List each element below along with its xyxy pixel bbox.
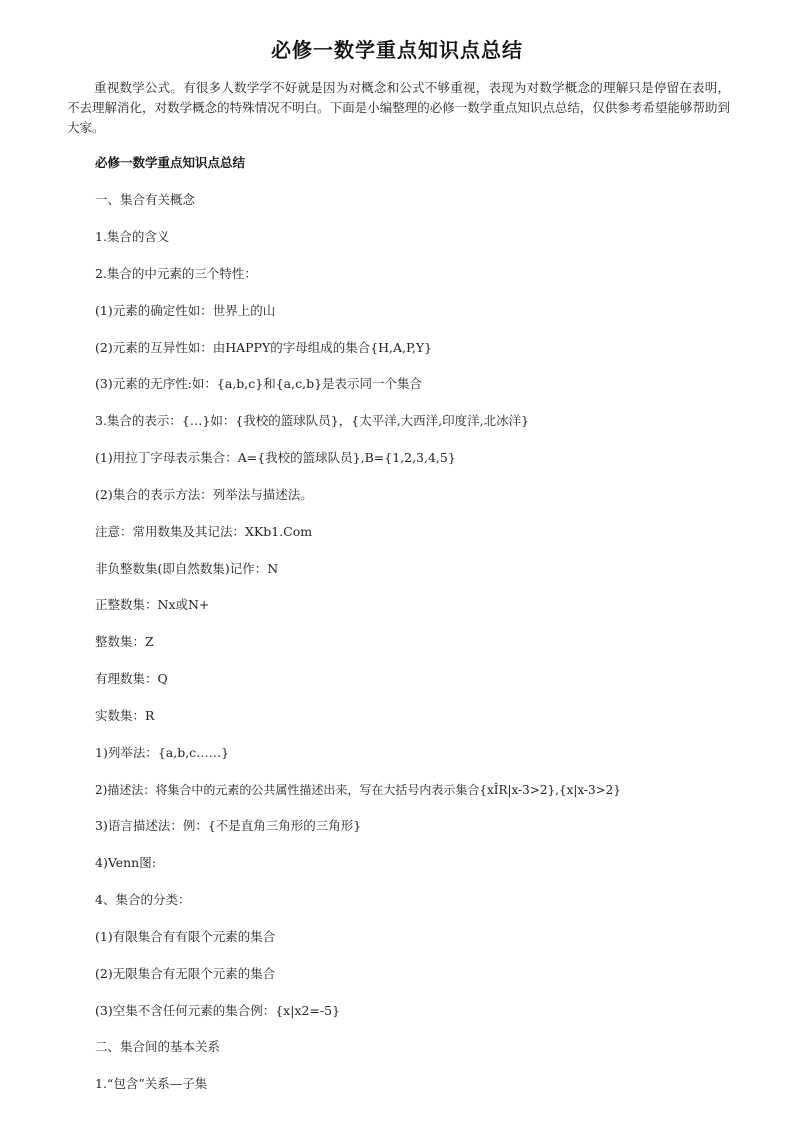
text-line: 1.“包含”关系—子集 xyxy=(95,1076,208,1091)
text-line: 正整数集：Nx或N+ xyxy=(95,597,210,612)
text-line: 2)描述法：将集合中的元素的公共属性描述出来，写在大括号内表示集合{xÎR|x-3>2},{x|x-3>2} xyxy=(95,783,621,797)
text-line: 3.集合的表示：{…}如：{我校的篮球队员}，{太平洋,大西洋,印度洋,北冰洋} xyxy=(95,413,530,428)
text-line: 2.集合的中元素的三个特性： xyxy=(95,266,257,281)
section-heading: 必修一数学重点知识点总结 xyxy=(95,155,246,170)
text-line: 有理数集：Q xyxy=(95,671,168,686)
text-line: (1)有限集合有有限个元素的集合 xyxy=(95,929,276,944)
text-line: (2)元素的互异性如：由HAPPY的字母组成的集合{H,A,P,Y} xyxy=(95,340,433,355)
text-line: (2)无限集合有无限个元素的集合 xyxy=(95,966,276,981)
text-line: 1.集合的含义 xyxy=(95,229,170,244)
text-line: 1)列举法：{a,b,c……} xyxy=(95,745,230,760)
text-line: 3)语言描述法：例：{不是直角三角形的三角形} xyxy=(95,818,362,833)
text-line: 4)Venn图: xyxy=(95,855,156,870)
text-line: 4、集合的分类： xyxy=(95,892,191,907)
text-line: 整数集：Z xyxy=(95,634,154,649)
heading-sets-concepts: 一、集合有关概念 xyxy=(95,192,196,207)
text-line: 实数集：R xyxy=(95,708,155,723)
intro-paragraph: 重视数学公式。有很多人数学学不好就是因为对概念和公式不够重视，表现为对数学概念的理解只是停留在表明，不去理解消化，对数学概念的特殊情况不明白。下面是小编整理的必修一数学重点知识点总结，仅供参考希望能够帮助到大家。 xyxy=(67,80,730,135)
text-line: (1)元素的确定性如：世界上的山 xyxy=(95,303,276,318)
text-line: (3)元素的无序性:如：{a,b,c}和{a,c,b}是表示同一个集合 xyxy=(95,376,423,391)
text-line: 注意：常用数集及其记法：XKb1.Com xyxy=(95,524,313,539)
text-line: (3)空集不含任何元素的集合例：{x|x2=-5} xyxy=(95,1003,341,1018)
text-line: (2)集合的表示方法：列举法与描述法。 xyxy=(95,487,313,502)
text-line: 非负整数集(即自然数集)记作：N xyxy=(95,561,279,576)
text-line: (1)用拉丁字母表示集合：A={我校的篮球队员},B={1,2,3,4,5} xyxy=(95,450,456,465)
document-title: 必修一数学重点知识点总结 xyxy=(271,38,523,62)
heading-set-relations: 二、集合间的基本关系 xyxy=(95,1039,221,1054)
